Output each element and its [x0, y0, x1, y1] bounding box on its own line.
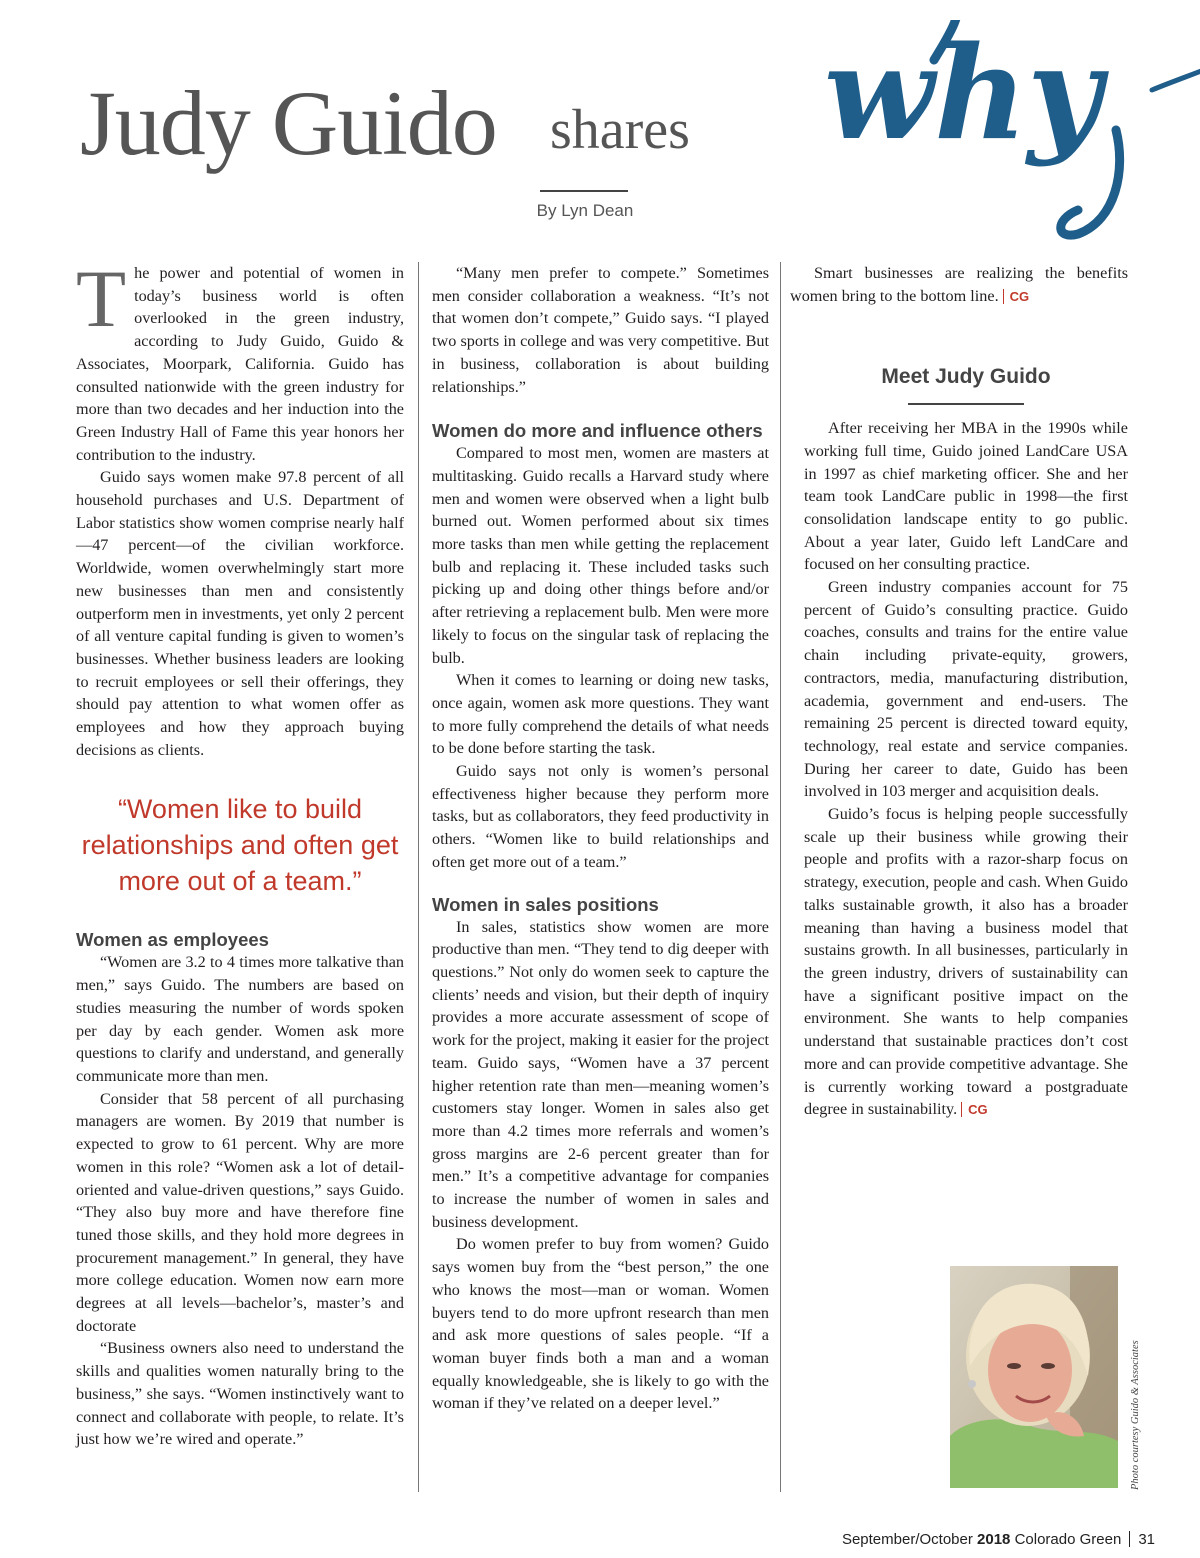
article-column-3: [790, 262, 1128, 1122]
article-paragraph: Compared to most men, women are masters at multitasking. Guido recalls a Harvard study where men and women were observed when a light bulb burned out. Women performed about six times more tasks than men while getting the replacement bulb and replacing it. These included tasks such picking up and doing other things before and/or after retrieving a replacement bulb. Men were more likely to focus on the singular task of replacing the bulb.: [432, 444, 769, 667]
page-number: 31: [1138, 1531, 1155, 1548]
headline-shares: shares: [550, 99, 690, 161]
why-text: why: [824, 20, 1102, 169]
sidebar-paragraph: Green industry companies account for 75 percent of Guido’s consulting practice. Guido coaches, consults and trains for the entire value chain including private-equity, growers, contractors, media, manufacturing distribution, academia, government and end-users. The remaining 25 percent is directed toward equity, technology, real estate and service companies. During her career to date, Guido has been involved in 103 merger and acquisition deals.: [804, 578, 1128, 801]
article-paragraph-text: he power and potential of women in today’s business world is often overlooked in the green industry, according to Judy Guido, Guido & Associates, Moorpark, California. Guido has consulted nationwide with the green industry for more than two decades and her induction into the Green Industry Hall of Fame this year honors her contribution to the industry.: [76, 264, 404, 464]
drop-cap: T: [76, 253, 127, 344]
article-paragraph: [790, 262, 1128, 308]
column-divider: [780, 262, 781, 1492]
article-paragraph: “Women are 3.2 to 4 times more talkative than men,” says Guido. The numbers are based on studies measuring the number of words spoken per day by each gender. Women ask more questions to clarify and understand, and generally communicate more than men.: [76, 953, 404, 1085]
footer-year: 2018: [977, 1531, 1011, 1548]
sidebar-paragraph: After receiving her MBA in the 1990s while working full time, Guido joined LandCare USA in 1997 as chief marketing officer. She and her team took LandCare public in 1998—the first consolidation landscape entity to go public. About a year later, Guido left LandCare and focused on her consulting practice.: [804, 419, 1128, 574]
sidebar-paragraph-text: Guido’s focus is helping people successfully scale up their business while growing their people and profits with a razor-sharp focus on strategy, execution, people and cash. When Guido talks sustainable growth, it also has a broader meaning than having a business model that sustains growth. In all businesses, particularly in the green industry, drivers of sustainability can have a significant positive impact on the environment. She wants to help companies understand that sustainable practices don’t cost more and can provide competitive advantage. She is currently working toward a postgraduate degree in sustainability.: [804, 805, 1128, 1119]
sidebar-rule: [908, 403, 1024, 405]
column-divider: [418, 262, 419, 1492]
article-paragraph-text: Smart businesses are realizing the benefits women bring to the bottom line.: [790, 264, 1128, 305]
article-paragraph: Consider that 58 percent of all purchasing managers are women. By 2019 that number is expected to grow to 61 percent. Why are more women in this role? “Women ask a lot of detail-oriented and value-driven questions,” says Guido. “They also buy more and have therefore fine tuned those skills, and they hold more degrees in procurement management.” In general, they have more college education. Women now earn more degrees at all levels—bachelor’s, master’s and doctorate: [76, 1089, 404, 1335]
article-column-2: [432, 262, 769, 1415]
article-paragraph: Do women prefer to buy from women? Guido says women buy from the “best person,” the one who knows the most—man or woman. Women buyers tend to do more upfront research than men and ask more questions of sales people. “If a woman buyer finds both a man and a woman equally knowledgeable, she is likely to go with the woman if they’ve related on a deeper level.”: [432, 1235, 769, 1413]
sidebar-paragraph: [804, 803, 1128, 1122]
article-paragraph: When it comes to learning or doing new tasks, once again, women ask more questions. They want to more fully comprehend the details of what needs to be done before starting the task.: [432, 671, 769, 758]
portrait-photo: [950, 1266, 1118, 1488]
why-script-wordmark: [816, 20, 1200, 250]
article-paragraph: “Many men prefer to compete.” Sometimes men consider collaboration a weakness. “It’s not that women don’t compete,” Guido says. “I played two sports in college and was very competitive. But in business, collaboration is about building relationships.”: [432, 264, 769, 396]
headline: [80, 20, 1180, 210]
article-column-1: [76, 253, 404, 1451]
subhead-women-in-sales: Women in sales positions: [432, 893, 659, 915]
sidebar-meet-judy-guido: [790, 366, 1128, 1122]
subhead-women-do-more: Women do more and influence others: [432, 420, 763, 442]
headline-why-script: [816, 20, 1200, 250]
end-mark: CG: [961, 1102, 988, 1117]
subhead-women-as-employees: Women as employees: [76, 929, 269, 951]
end-mark: CG: [1003, 289, 1030, 304]
page-footer: [842, 1531, 1155, 1548]
photo-credit: [1108, 1300, 1148, 1490]
footer-magazine: Colorado Green: [1014, 1531, 1122, 1548]
article-paragraph: Guido says women make 97.8 percent of all household purchases and U.S. Department of Labor statistics show women comprise nearly half—47 percent—of the civilian workforce. Worldwide, women overwhelmingly start more new businesses than men and consistently outperform men in investments, yet only 2 percent of all venture capital funding is given to women’s businesses. Whether business leaders are looking to recruit employees or sell their offerings, they should pay attention to what women offer as employees and how they approach buying decisions as clients.: [76, 468, 404, 759]
byline: By Lyn Dean: [536, 201, 634, 220]
footer-separator: [1129, 1531, 1130, 1547]
article-paragraph: “Business owners also need to understand the skills and qualities women naturally bring to the business,” she says. “Women instinctively want to connect and collaborate with people, to relate. It’s just how we’re wired and operate.”: [76, 1339, 404, 1449]
article-paragraph: [76, 253, 404, 466]
article-paragraph: In sales, statistics show women are more productive than men. “They tend to dig deeper with questions.” Not only do women seek to capture the clients’ needs and vision, but their depth of inquiry provides a more accurate assessment of scope of work for the project, making it easier for the project team. Guido says, “Women have a 37 percent higher retention rate than men—meaning women’s customers stay longer. Women in sales also get more than 4.2 times more referrals and women’s gross margins are 2-6 percent greater than for men.” It’s a competitive advantage for companies to increase the number of women in sales and business development.: [432, 917, 769, 1231]
photo-credit-text: Photo courtesy Guido & Associates: [1130, 1340, 1141, 1490]
sidebar-heading: Meet Judy Guido: [881, 365, 1051, 389]
article-paragraph: Guido says not only is women’s personal effectiveness higher because they perform more tasks, but as collaborators, they feed productivity in others. “Women like to build relationships and often get more out of a team.”: [432, 762, 769, 871]
footer-issue: September/October: [841, 1531, 973, 1548]
pull-quote: “Women like to build relationships and often get more out of a team.”: [81, 794, 399, 897]
headline-name: Judy Guido: [80, 72, 497, 174]
byline-rule: [540, 190, 628, 192]
